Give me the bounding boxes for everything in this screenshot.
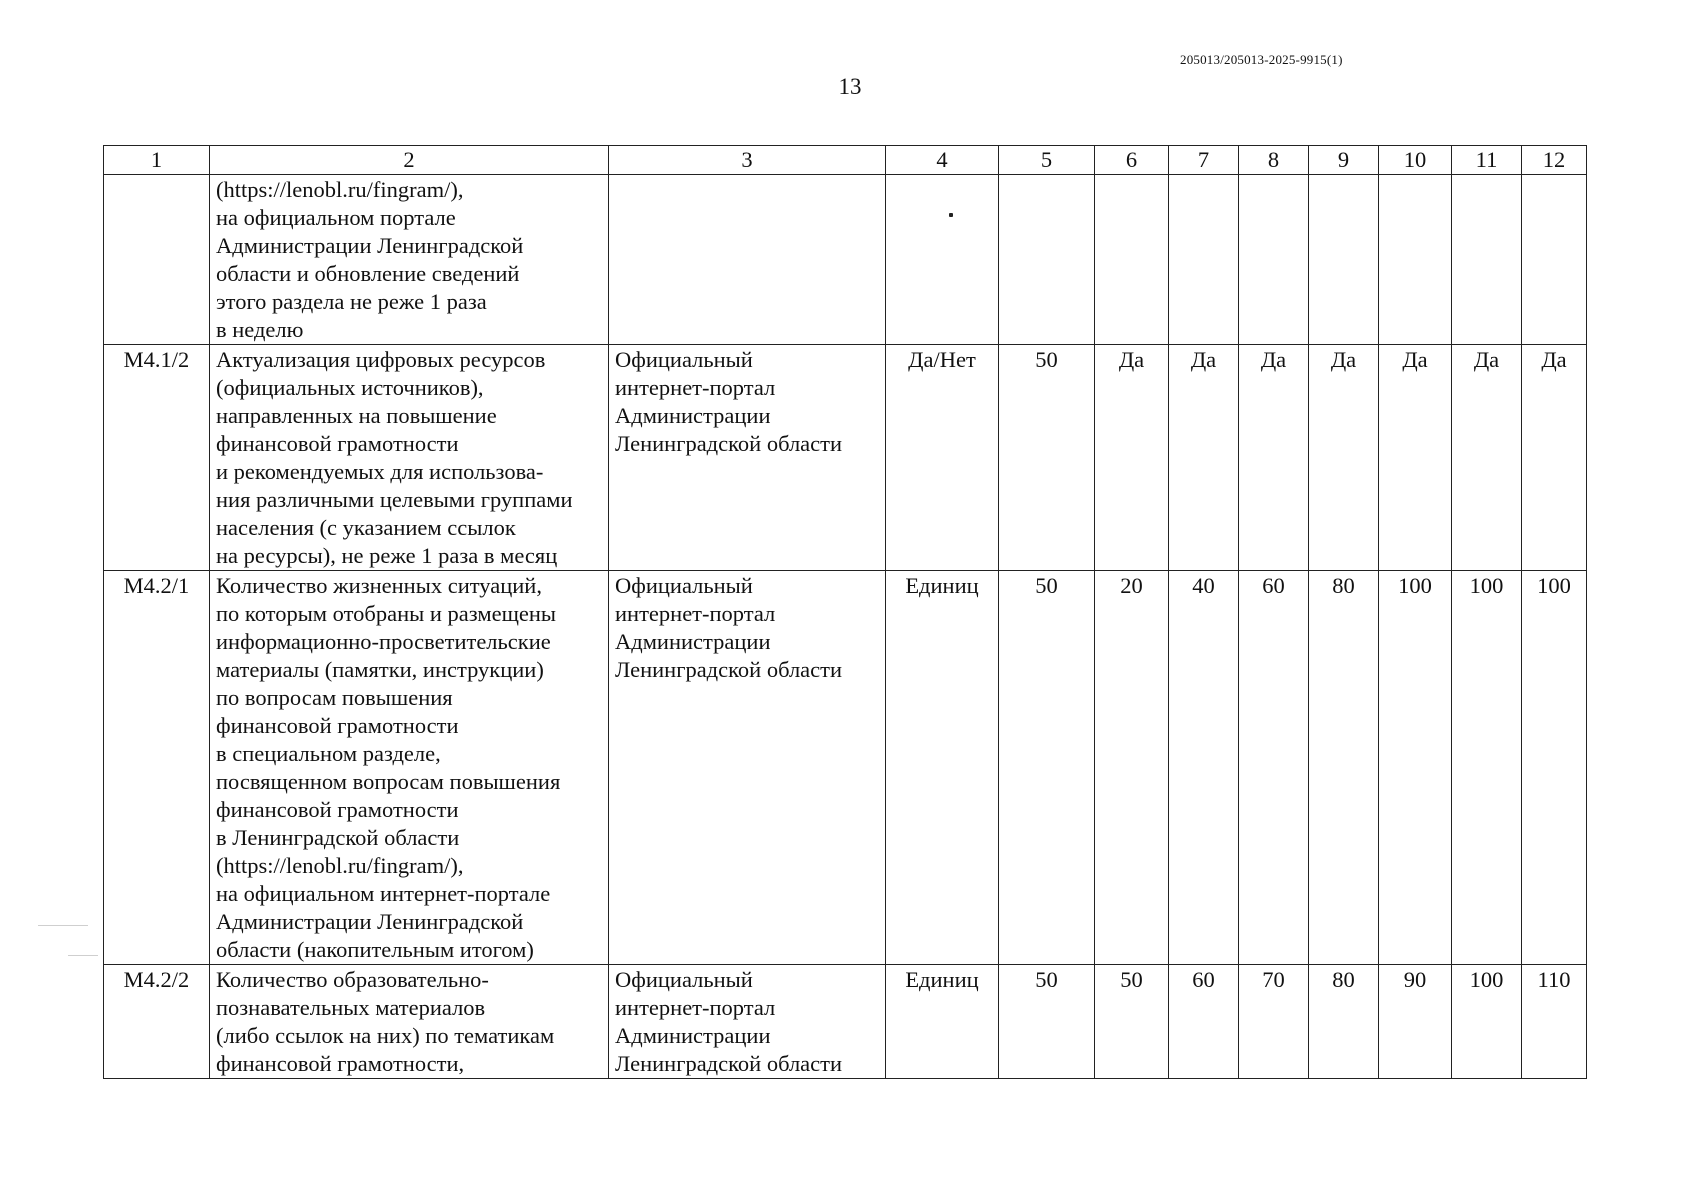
value-cell: 100: [1452, 571, 1522, 965]
value-cell: 100: [1452, 965, 1522, 1079]
value-cell: 90: [1379, 965, 1452, 1079]
indicator-description-cell: Количество жизненных ситуаций, по которым отобраны и размещены информационно-просветительские материалы (памятки, инструкции) по вопросам повышения финансовой грамотности в специальном разделе, посвященном вопросам повышения финансовой грамотности в Ленинградской области (https://lenobl.ru/fingram/), на официальном интернет-портале Администрации Ленинградской области (накопительным итогом): [210, 571, 609, 965]
document-registration-number: 205013/205013-2025-9915(1): [1180, 52, 1343, 67]
value-cell: 60: [1169, 965, 1239, 1079]
value-cell: 20: [1095, 571, 1169, 965]
unit-cell: Единиц: [886, 571, 999, 965]
column-number: 8: [1239, 146, 1309, 175]
data-source-cell: Официальный интернет-портал Администрации Ленинградской области: [609, 345, 886, 571]
value-cell: 70: [1239, 965, 1309, 1079]
value-cell: [1095, 175, 1169, 345]
scan-speck: [949, 213, 953, 217]
value-cell: 110: [1522, 965, 1587, 1079]
value-cell: Да: [1452, 345, 1522, 571]
value-cell: Да: [1095, 345, 1169, 571]
value-cell: Да: [1239, 345, 1309, 571]
column-number: 12: [1522, 146, 1587, 175]
value-cell: [1239, 175, 1309, 345]
value-cell: Да: [1309, 345, 1379, 571]
value-cell: 40: [1169, 571, 1239, 965]
column-number: 4: [886, 146, 999, 175]
page-number: 13: [838, 74, 862, 99]
value-cell: [1169, 175, 1239, 345]
scan-artifact-line: [38, 925, 88, 926]
unit-cell: [886, 175, 999, 345]
value-cell: 50: [999, 571, 1095, 965]
value-cell: Да: [1522, 345, 1587, 571]
value-cell: [1452, 175, 1522, 345]
value-cell: Да: [1169, 345, 1239, 571]
indicator-description-cell: Актуализация цифровых ресурсов (официальных источников), направленных на повышение финансовой грамотности и рекомендуемых для использова- ния различными целевыми группами населения (с указанием ссылок на ресурсы), не реже 1 раза в месяц: [210, 345, 609, 571]
value-cell: 100: [1522, 571, 1587, 965]
value-cell: 100: [1379, 571, 1452, 965]
indicator-code-cell: М4.2/1: [104, 571, 210, 965]
column-number: 5: [999, 146, 1095, 175]
column-number: 11: [1452, 146, 1522, 175]
scan-artifact-line: [68, 955, 98, 956]
unit-cell: Да/Нет: [886, 345, 999, 571]
value-cell: [1522, 175, 1587, 345]
table-row: [104, 175, 1587, 345]
value-cell: Да: [1379, 345, 1452, 571]
table-row: [104, 965, 1587, 1079]
table-row: [104, 571, 1587, 965]
value-cell: 50: [1095, 965, 1169, 1079]
value-cell: 50: [999, 965, 1095, 1079]
table-row: [104, 345, 1587, 571]
indicator-description-cell: Количество образовательно- познавательных материалов (либо ссылок на них) по тематикам финансовой грамотности,: [210, 965, 609, 1079]
data-source-cell: Официальный интернет-портал Администрации Ленинградской области: [609, 965, 886, 1079]
value-cell: 60: [1239, 571, 1309, 965]
value-cell: [1309, 175, 1379, 345]
indicator-code-cell: М4.1/2: [104, 345, 210, 571]
column-number: 7: [1169, 146, 1239, 175]
data-source-cell: [609, 175, 886, 345]
indicator-description-cell: (https://lenobl.ru/fingram/), на официальном портале Администрации Ленинградской области и обновление сведений этого раздела не реже 1 раза в неделю: [210, 175, 609, 345]
value-cell: 80: [1309, 571, 1379, 965]
column-number: 9: [1309, 146, 1379, 175]
column-number: 6: [1095, 146, 1169, 175]
value-cell: [999, 175, 1095, 345]
column-number: 1: [104, 146, 210, 175]
unit-cell: Единиц: [886, 965, 999, 1079]
column-number: 2: [210, 146, 609, 175]
column-number-row: [104, 146, 1587, 175]
value-cell: [1379, 175, 1452, 345]
indicator-code-cell: М4.2/2: [104, 965, 210, 1079]
value-cell: 50: [999, 345, 1095, 571]
indicator-code-cell: [104, 175, 210, 345]
column-number: 10: [1379, 146, 1452, 175]
column-number: 3: [609, 146, 886, 175]
data-source-cell: Официальный интернет-портал Администрации Ленинградской области: [609, 571, 886, 965]
value-cell: 80: [1309, 965, 1379, 1079]
indicators-table: [103, 145, 1587, 1079]
